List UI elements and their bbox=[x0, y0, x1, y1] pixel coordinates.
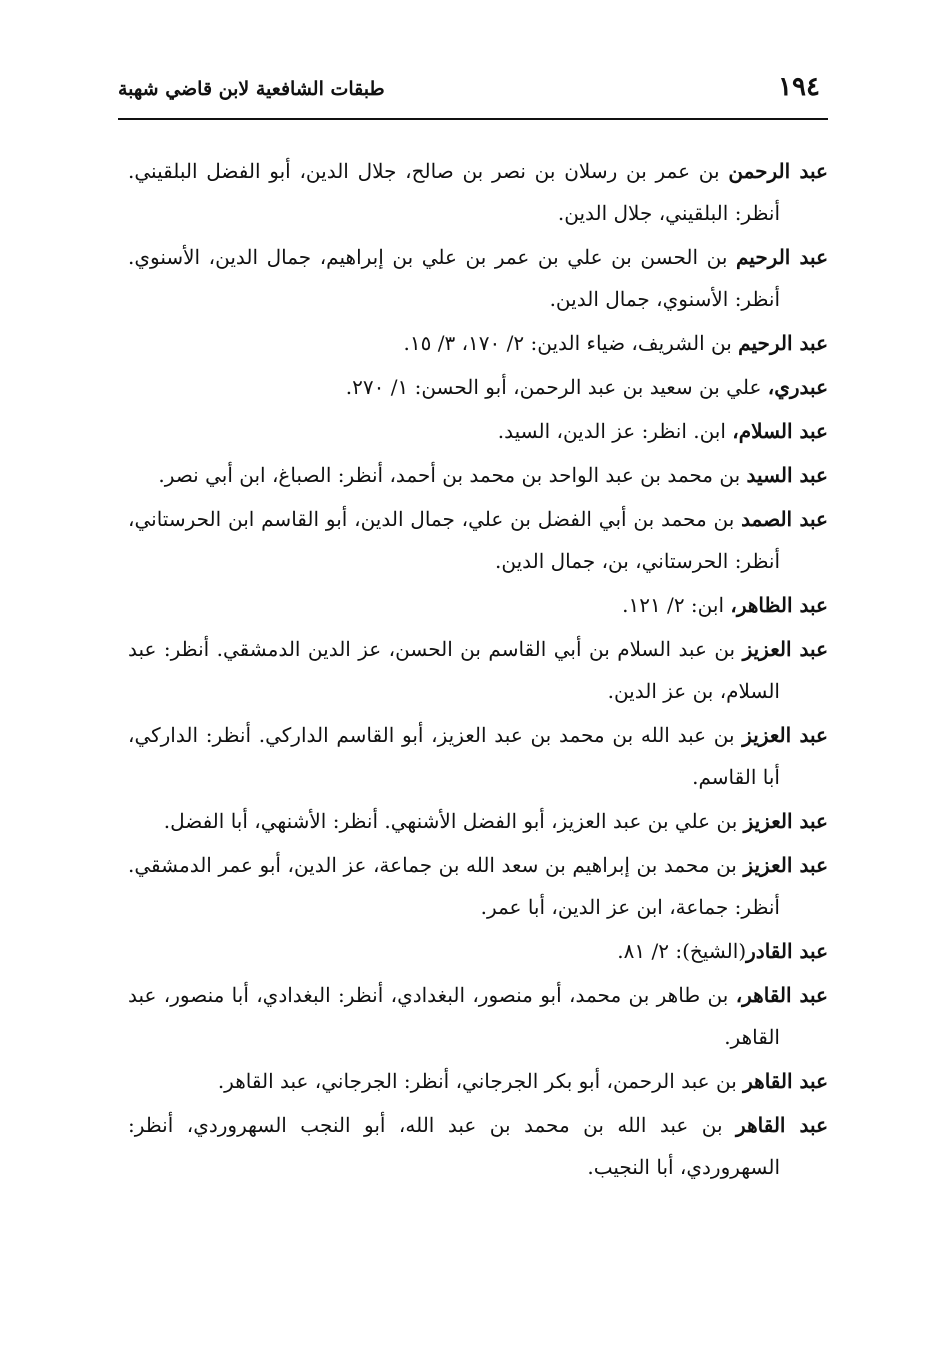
index-entry bbox=[128, 1104, 828, 1188]
entry-text: بن عبد الله بن محمد بن عبد العزيز، أبو القاسم الداركي. أنظر: الداركي، أبا القاسم. bbox=[128, 723, 780, 789]
entry-headword: عبد العزيز bbox=[743, 853, 828, 877]
index-entry bbox=[128, 584, 828, 626]
entry-headword: عبد القاهر bbox=[736, 1113, 829, 1137]
page-number: ١٩٤ bbox=[778, 72, 820, 102]
entry-headword: عبد الرحيم bbox=[738, 331, 828, 355]
entry-headword: عبد العزيز bbox=[742, 723, 828, 747]
index-entry bbox=[128, 498, 828, 582]
entry-text: بن محمد بن إبراهيم بن سعد الله بن جماعة، عز الدين، أبو عمر الدمشقي. أنظر: جماعة، ابن عز الدين، أبا عمر. bbox=[128, 853, 780, 919]
index-entry bbox=[128, 800, 828, 842]
index-entry bbox=[128, 974, 828, 1058]
entry-text: علي بن سعيد بن عبد الرحمن، أبو الحسن: ١/ ٢٧٠. bbox=[345, 375, 768, 399]
index-entry bbox=[128, 150, 828, 234]
entry-headword: عبد السيد bbox=[746, 463, 828, 487]
index-entry bbox=[128, 410, 828, 452]
entry-headword: عبد السلام، bbox=[732, 419, 828, 443]
entry-text: بن عمر بن رسلان بن نصر بن صالح، جلال الدين، أبو الفضل البلقيني. أنظر: البلقيني، جلال الدين. bbox=[128, 159, 780, 225]
entry-text: بن عبد الرحمن، أبو بكر الجرجاني، أنظر: الجرجاني، عبد القاهر. bbox=[217, 1069, 744, 1093]
entry-headword: عبد القادر bbox=[746, 939, 828, 963]
running-title: طبقات الشافعية لابن قاضي شهبة bbox=[118, 78, 385, 100]
index-entry bbox=[128, 322, 828, 364]
entry-text: بن عبد السلام بن أبي القاسم بن الحسن، عز الدين الدمشقي. أنظر: عبد السلام، بن عز الدين. bbox=[128, 637, 780, 703]
entry-headword: عبد القاهر، bbox=[735, 983, 828, 1007]
page-header bbox=[118, 68, 828, 120]
index-entry bbox=[128, 714, 828, 798]
entry-headword: عبد الرحيم bbox=[735, 245, 828, 269]
entry-headword: عبدري، bbox=[767, 375, 828, 399]
entry-text: بن طاهر بن محمد، أبو منصور، البغدادي، أنظر: البغدادي، أبا منصور، عبد القاهر. bbox=[128, 983, 780, 1049]
index-entry bbox=[128, 844, 828, 928]
entry-headword: عبد القاهر bbox=[743, 1069, 828, 1093]
entry-text: بن علي بن عبد العزيز، أبو الفضل الأشنهي. أنظر: الأشنهي، أبا الفضل. bbox=[163, 809, 744, 833]
entry-text: (الشيخ): ٢/ ٨١. bbox=[617, 939, 747, 963]
entry-text: ابن: ٢/ ١٢١. bbox=[622, 593, 731, 617]
entry-headword: عبد الرحمن bbox=[728, 159, 828, 183]
index-entry bbox=[128, 236, 828, 320]
index-entry bbox=[128, 366, 828, 408]
index-entry bbox=[128, 628, 828, 712]
entry-headword: عبد الظاهر، bbox=[730, 593, 828, 617]
entry-text: بن عبد الله بن محمد بن عبد الله، أبو النجب السهروردي، أنظر: السهروردي، أبا النجيب. bbox=[128, 1113, 780, 1179]
entry-text: بن الشريف، ضياء الدين: ٢/ ١٧٠، ٣/ ١٥. bbox=[403, 331, 739, 355]
entry-text: بن محمد بن أبي الفضل بن علي، جمال الدين، أبو القاسم ابن الحرستاني، أنظر: الحرستاني، بن، جمال الدين. bbox=[128, 507, 780, 573]
index-entry bbox=[128, 1060, 828, 1102]
entry-text: بن الحسن بن علي بن عمر بن علي بن إبراهيم، جمال الدين، الأسنوي. أنظر: الأسنوي، جمال الدين. bbox=[128, 245, 780, 311]
entry-headword: عبد العزيز bbox=[743, 809, 828, 833]
index-entries bbox=[128, 150, 828, 1190]
index-entry bbox=[128, 454, 828, 496]
entry-text: ابن. انظر: عز الدين، السيد. bbox=[497, 419, 733, 443]
entry-headword: عبد الصمد bbox=[741, 507, 828, 531]
entry-headword: عبد العزيز bbox=[742, 637, 828, 661]
index-entry bbox=[128, 930, 828, 972]
entry-text: بن محمد بن عبد الواحد بن محمد بن أحمد، أنظر: الصباغ، ابن أبي نصر. bbox=[158, 463, 747, 487]
